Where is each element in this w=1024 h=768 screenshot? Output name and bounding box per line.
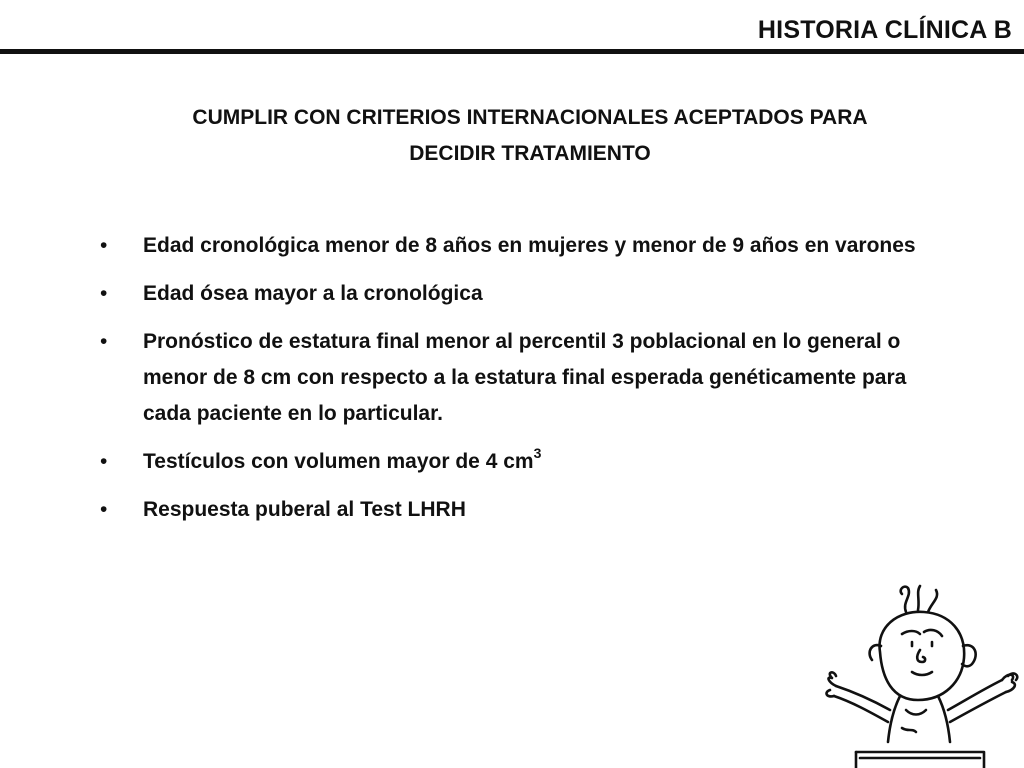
list-item-text: Testículos con volumen mayor de 4 cm — [143, 450, 534, 473]
bullet-icon: • — [100, 330, 108, 353]
subtitle-line-2: DECIDIR TRATAMIENTO — [409, 142, 651, 165]
bullet-icon: • — [100, 498, 108, 521]
list-item — [100, 276, 950, 312]
section-subtitle — [90, 100, 970, 172]
list-item-text: Respuesta puberal al Test LHRH — [143, 498, 466, 521]
list-item — [100, 444, 950, 480]
superscript: 3 — [533, 445, 542, 461]
list-item — [100, 492, 950, 528]
list-item-text: Edad ósea mayor a la cronológica — [143, 282, 483, 305]
header-divider — [0, 49, 1024, 54]
bullet-icon: • — [100, 282, 108, 305]
criteria-list — [100, 228, 950, 540]
list-item — [100, 324, 950, 432]
page-title: HISTORIA CLÍNICA B — [757, 16, 1012, 44]
subtitle-line-1: CUMPLIR CON CRITERIOS INTERNACIONALES ACEPTADOS PARA — [192, 106, 868, 129]
list-item-text: Pronóstico de estatura final menor al percentil 3 poblacional en lo general o menor de 8 cm con respecto a la estatura final esperada genéticamente para cada paciente en lo particular. — [143, 330, 907, 425]
list-item-text: Edad cronológica menor de 8 años en mujeres y menor de 9 años en varones — [143, 234, 916, 257]
bullet-icon: • — [100, 234, 108, 257]
list-item — [100, 228, 950, 264]
cartoon-child-icon — [820, 582, 1024, 768]
bullet-icon: • — [100, 450, 108, 473]
